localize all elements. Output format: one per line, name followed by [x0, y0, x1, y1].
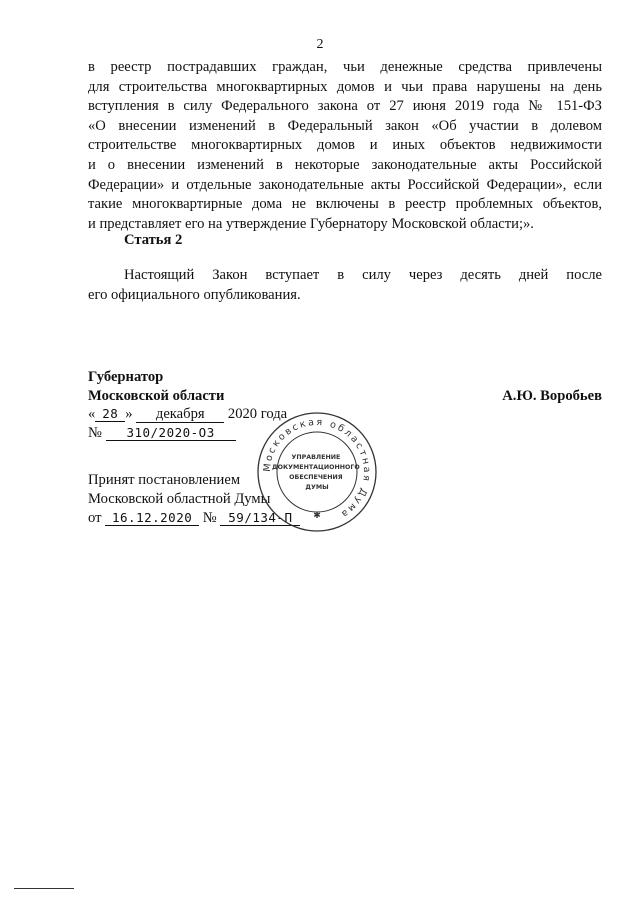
- law-number: [88, 424, 236, 443]
- body-line: вступления в силу Федерального закона от 27 июня 2019 года № 151-ФЗ: [88, 98, 602, 115]
- body-line: такие многоквартирные дома не включены в реестр проблемных объектов,: [88, 196, 602, 213]
- svg-text:УПРАВЛЕНИЕ ДОКУМЕНТАЦИОННО: [272, 454, 362, 491]
- body-line: «О внесении изменений в Федеральный закон «Об участии в долевом: [88, 117, 602, 134]
- adoption-line: Принят постановлением: [88, 472, 241, 488]
- article-paragraph: [88, 266, 602, 305]
- footer-rule: [14, 888, 74, 889]
- adoption-number: 59/134-П: [220, 510, 300, 526]
- governor-name: А.Ю. Воробьев: [502, 388, 602, 404]
- governor-title-line: Губернатор: [88, 369, 164, 385]
- article-line: его официального опубликования.: [88, 286, 301, 303]
- body-line: для строительства многоквартирных домов и чьи права нарушены на день: [88, 78, 602, 95]
- adoption-line: Московской областной Думы: [88, 491, 271, 507]
- governor-title-line: Московской области: [88, 388, 225, 404]
- governor-title: [88, 368, 224, 406]
- stamp-ring-text: Московская областная Дума: [261, 416, 373, 521]
- continued-paragraph: [88, 58, 602, 234]
- stamp-center-line: ДОКУМЕНТАЦИОННОГО: [272, 464, 360, 471]
- body-line: в реестр пострадавших граждан, чьи денежные средства привлечены: [88, 59, 602, 75]
- page-number: 2: [316, 37, 324, 52]
- law-number-value: 310/2020-ОЗ: [106, 425, 236, 441]
- date-day: 28: [95, 406, 125, 422]
- official-stamp: [255, 410, 379, 534]
- stamp-center-line: ДУМЫ: [305, 484, 329, 491]
- stamp-center-line: УПРАВЛЕНИЕ: [291, 454, 341, 461]
- stamp-star-icon: ✱: [313, 511, 321, 521]
- law-number-label: №: [88, 425, 102, 441]
- adoption-number-label: №: [202, 510, 217, 526]
- body-line: и о внесении изменений в некоторые законодательные акты Российской: [88, 156, 602, 173]
- adoption-from-label: от: [88, 510, 102, 526]
- stamp-center-line: ОБЕСПЕЧЕНИЯ: [289, 474, 343, 481]
- body-line: и представляет его на утверждение Губернатору Московской области;».: [88, 215, 534, 232]
- date-close-quote: »: [125, 406, 133, 422]
- date-open-quote: «: [88, 406, 96, 422]
- adoption-date: 16.12.2020: [105, 510, 199, 526]
- article-line: Настоящий Закон вступает в силу через десять дней после: [124, 267, 602, 283]
- body-line: строительстве многоквартирных домов и иных объектов недвижимости: [88, 137, 602, 154]
- date-month: декабря: [136, 407, 224, 423]
- body-line: Федерации» и отдельные законодательные акты Российской Федерации», если: [88, 176, 602, 193]
- date-year: 2020 года: [227, 406, 288, 422]
- article-heading: Статья 2: [124, 232, 183, 248]
